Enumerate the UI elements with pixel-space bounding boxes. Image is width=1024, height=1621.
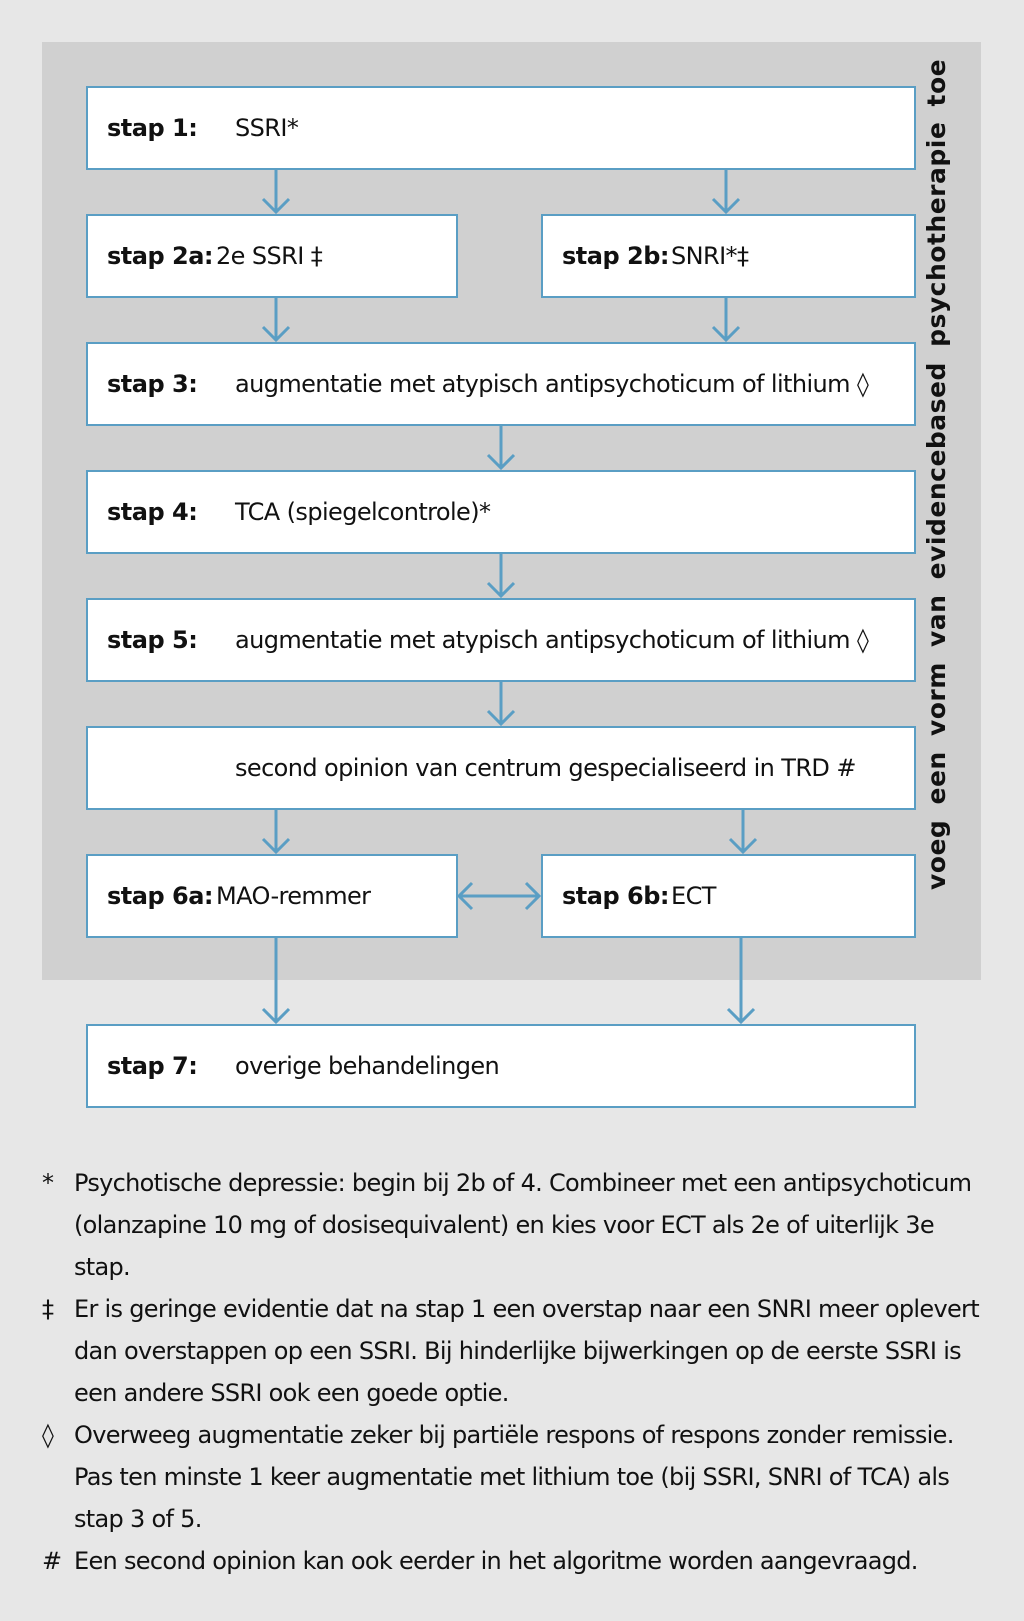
step-2a-box bbox=[86, 214, 458, 298]
side-label: voeg een vorm van evidencebased psychotherapie toe bbox=[922, 58, 951, 890]
footnote-symbol: ‡ bbox=[42, 1295, 54, 1323]
step-text: ECT bbox=[671, 882, 716, 910]
step-6b-box bbox=[541, 854, 916, 938]
step-label: stap 2a: bbox=[107, 242, 213, 270]
step-4-box bbox=[86, 470, 916, 554]
step-1-box bbox=[86, 86, 916, 170]
step-text: overige behandelingen bbox=[235, 1052, 500, 1080]
footnote-text: Een second opinion kan ook eerder in het algoritme worden aangevraagd. bbox=[74, 1547, 918, 1575]
footnote-text: Psychotische depressie: begin bij 2b of 4. Combineer met een antipsychoticum (olanzapine 10 mg of dosisequivalent) en kies voor ECT als 2e of uiterlijk 3e stap. bbox=[74, 1169, 972, 1281]
step-text: MAO-remmer bbox=[216, 882, 371, 910]
footnotes bbox=[42, 1162, 982, 1582]
step-text: 2e SSRI ‡ bbox=[216, 242, 323, 270]
step-text: augmentatie met atypisch antipsychoticum of lithium ◊ bbox=[235, 626, 869, 654]
step-3-box bbox=[86, 342, 916, 426]
step-text: SNRI*‡ bbox=[671, 242, 749, 270]
footnote-symbol: * bbox=[42, 1169, 54, 1197]
footnote-diamond bbox=[42, 1414, 982, 1540]
step-5-box bbox=[86, 598, 916, 682]
step-text: TCA (spiegelcontrole)* bbox=[235, 498, 491, 526]
step-label: stap 6b: bbox=[562, 882, 669, 910]
footnote-text: Overweeg augmentatie zeker bij partiële respons of respons zonder remissie. Pas ten minste 1 keer augmentatie met lithium toe (bij SSRI, SNRI of TCA) als stap 3 of 5. bbox=[74, 1421, 954, 1533]
step-label: stap 5: bbox=[107, 626, 198, 654]
step-7-box bbox=[86, 1024, 916, 1108]
step-2b-box bbox=[541, 214, 916, 298]
step-label: stap 3: bbox=[107, 370, 198, 398]
footnote-hash bbox=[42, 1540, 982, 1582]
footnote-symbol: ◊ bbox=[42, 1421, 54, 1449]
step-label: stap 4: bbox=[107, 498, 198, 526]
step-text: augmentatie met atypisch antipsychoticum of lithium ◊ bbox=[235, 370, 869, 398]
second-opinion-box bbox=[86, 726, 916, 810]
step-label: stap 6a: bbox=[107, 882, 213, 910]
footnote-double-dagger bbox=[42, 1288, 982, 1414]
step-text: SSRI* bbox=[235, 114, 299, 142]
step-label: stap 2b: bbox=[562, 242, 669, 270]
footnote-text: Er is geringe evidentie dat na stap 1 een overstap naar een SNRI meer oplevert dan overstappen op een SSRI. Bij hinderlijke bijwerkingen op de eerste SSRI is een andere SSRI ook een goede optie. bbox=[74, 1295, 979, 1407]
step-6a-box bbox=[86, 854, 458, 938]
step-label: stap 7: bbox=[107, 1052, 198, 1080]
footnote-symbol: # bbox=[42, 1547, 62, 1575]
step-label: stap 1: bbox=[107, 114, 198, 142]
footnote-asterisk bbox=[42, 1162, 982, 1288]
step-text: second opinion van centrum gespecialiseerd in TRD # bbox=[235, 754, 856, 782]
